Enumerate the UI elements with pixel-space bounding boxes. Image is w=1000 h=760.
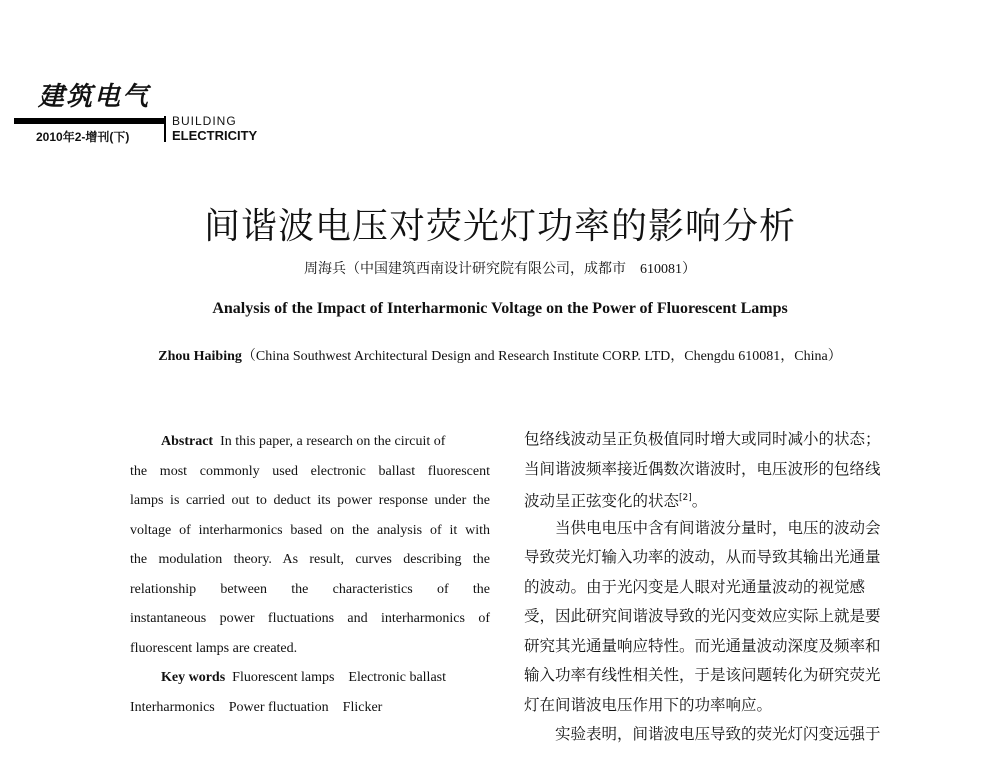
- body-line: 的波动。由于光闪变是人眼对光通量波动的视觉感: [524, 577, 866, 596]
- journal-logo: 建筑电气: [38, 82, 151, 112]
- paper-title: 间谐波电压对荧光灯功率的影响分析: [203, 206, 796, 247]
- author-en-affiliation: （China Southwest Architectural Design and Research Institute CORP. LTD，Chengdu 610081，China）: [241, 349, 842, 364]
- logo-bar: [14, 118, 164, 124]
- body-line: 当供电电压中含有间谐波分量时，电压的波动会: [555, 518, 881, 537]
- body-column: [524, 425, 916, 750]
- body-line: 实验表明，间谐波电压导致的荧光灯闪变远强于: [555, 725, 881, 743]
- logo-divider: [164, 116, 166, 142]
- author-cn: 周海兵（中国建筑西南设计研究院有限公司，成都市 610081）: [304, 262, 696, 277]
- body-line: 导致荧光灯输入功率的波动，从而导致其输出光通量: [524, 548, 881, 566]
- abstract-line: the modulation theory. As result, curves describing the: [130, 552, 490, 567]
- body-line: 当间谐波频率接近偶数次谐波时，电压波形的包络线: [524, 459, 881, 478]
- journal-issue: 2010年2-增刊(下): [36, 130, 130, 144]
- abstract-line: instantaneous power fluctuations and interharmonics of: [130, 611, 490, 626]
- body-line: 包络线波动呈正负极值同时增大或同时减小的状态；: [524, 430, 881, 448]
- keywords-label: Key words: [161, 670, 226, 685]
- author-en: [0, 345, 1000, 365]
- abstract-label: Abstract: [161, 434, 214, 449]
- abstract-line: voltage of interharmonics based on the analysis of it with: [130, 522, 490, 538]
- abstract-line: fluorescent lamps are created.: [130, 640, 298, 656]
- author-en-name: Zhou Haibing: [158, 349, 242, 364]
- body-line: 受，因此研究间谐波导致的光闪变效应实际上就是要: [524, 607, 881, 625]
- keywords: Interharmonics Power fluctuation Flicker: [130, 699, 383, 715]
- body-line: 波动呈正弦变化的状态: [524, 492, 680, 511]
- body-line: 研究其光通量响应特性。而光通量波动深度及频率和: [524, 636, 881, 655]
- abstract-column: [130, 427, 490, 722]
- keywords: Fluorescent lamps Electronic ballast: [232, 670, 446, 685]
- abstract-line: lamps is carried out to deduct its power response under the: [130, 493, 490, 508]
- abstract-line: the most commonly used electronic ballast fluorescent: [130, 463, 490, 479]
- abstract-line: In this paper, a research on the circuit of: [220, 434, 446, 449]
- journal-name-en-1: BUILDING: [172, 114, 237, 128]
- citation[interactable]: [2]: [679, 493, 692, 503]
- punctuation: 。: [691, 492, 708, 511]
- paper-title-en: Analysis of the Impact of Interharmonic Voltage on the Power of Fluorescent Lamps: [212, 300, 788, 317]
- journal-name-en-2: ELECTRICITY: [172, 128, 258, 143]
- abstract-line: relationship between the characteristics of the: [130, 581, 490, 597]
- body-line: 灯在间谐波电压作用下的功率响应。: [524, 695, 773, 714]
- body-line: 输入功率有线性相关性，于是该问题转化为研究荧光: [524, 666, 881, 684]
